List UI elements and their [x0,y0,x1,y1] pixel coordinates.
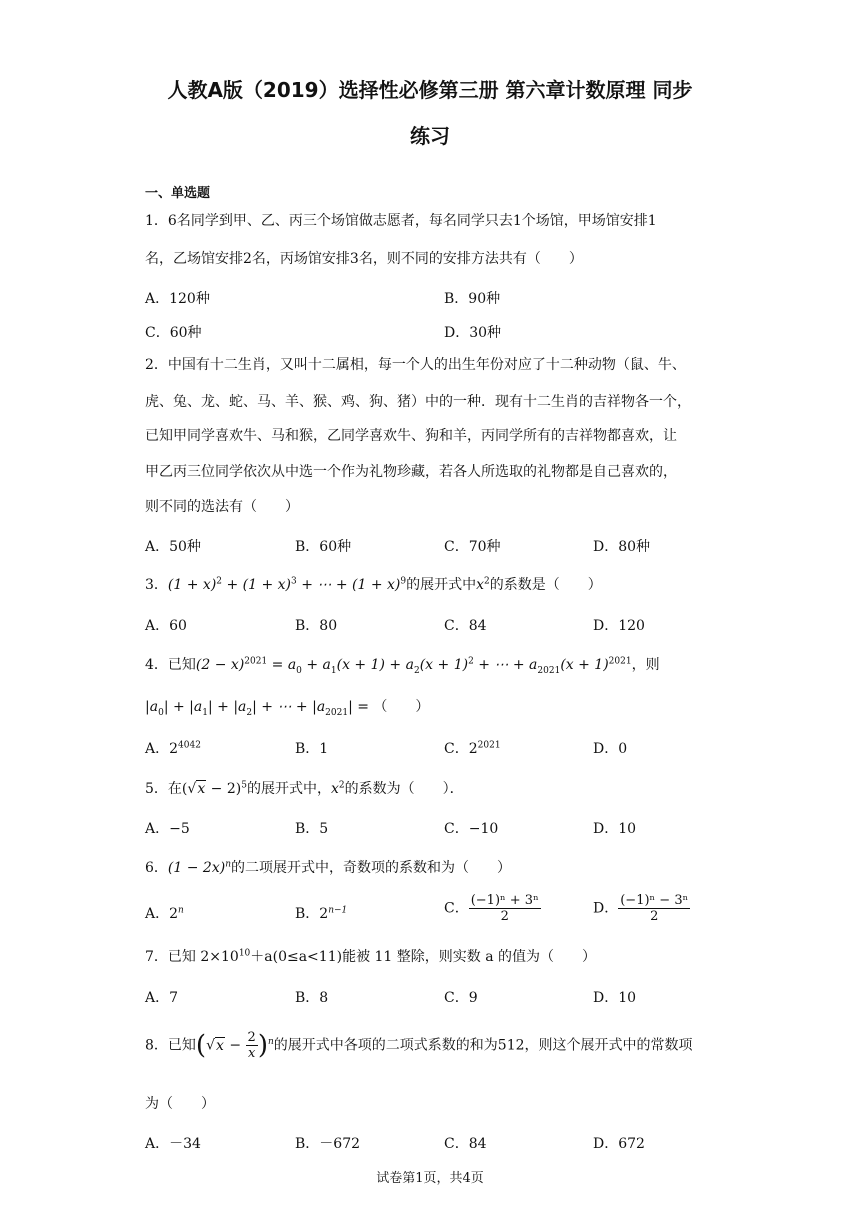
q6-option-d-numerator: (−1)ⁿ − 3ⁿ [620,893,689,908]
page-title-line2: 练习 [410,124,450,148]
q4-rhs-part1: = a [267,657,297,673]
q4-option-a-exp: 4042 [178,740,201,751]
q5-option-a: A．−5 [145,821,190,837]
q4-option-a [145,738,201,758]
q2-text-line2: 虎、兔、龙、蛇、马、羊、猴、鸡、狗、猪）中的一种．现有十二生肖的吉祥物各一个， [145,394,691,410]
q5-paren-open: ( [181,781,188,797]
q2-option-d: D．80种 [593,539,651,555]
q8-option-b: B．－672 [295,1136,361,1152]
q6-option-c-fraction [469,893,541,924]
q4-abs-sub2: 2 [246,707,253,718]
q1-text-line1: 1．6名同学到甲、乙、丙三个场馆做志愿者，每名同学只去1个场馆，甲场馆安排1 [145,213,657,229]
q3-term1: (1 + x) [167,577,217,593]
q5-number: 5．在 [145,781,182,797]
q5-sqrt-sign: √ [187,781,197,797]
q6-option-d-fraction [618,893,690,924]
q3-term3: + ⋯ + (1 + x) [296,577,401,593]
q3-option-c: C．84 [444,618,487,634]
q4-option-c-exp: 2021 [477,740,501,751]
q8-fraction [246,1030,258,1061]
q4-lhs-exp: 2021 [244,656,268,667]
q8-option-d: D．672 [593,1136,645,1152]
q5-option-d: D．10 [593,821,637,837]
q4-abs-a1: | + |a [163,699,203,715]
q2-option-b: B．60种 [295,539,352,555]
q5-option-c: C．−10 [444,821,499,837]
q7-option-d: D．10 [593,990,637,1006]
q3-option-b: B．80 [295,618,338,634]
q6-option-d-label: D． [593,900,619,917]
q5-var: x [330,781,339,797]
q8-text-line1 [145,1030,693,1061]
q6-option-b-label: B． [295,906,320,922]
q4-sub2: 2 [413,665,420,676]
q8-minus: − [224,1037,246,1054]
q6-option-c [444,893,541,924]
q8-paren-open: ( [195,1030,207,1061]
q4-text-line1 [145,654,660,674]
q4-rhs-part2: + a [301,657,331,673]
q2-option-c: C．70种 [444,539,501,555]
q4-option-d: D．0 [593,741,628,757]
q4-rhs-part3: (x + 1) + a [336,657,414,673]
q6-text-end: 的二项展开式中，奇数项的系数和为（ ） [230,860,511,876]
q4-rhs-part6: (x + 1) [560,657,609,673]
q3-var-exp: 2 [484,576,490,587]
q6-option-a-exp: n [178,905,184,916]
q7-option-b: B．8 [295,990,329,1006]
q6-option-c-numerator: (−1)ⁿ + 3ⁿ [470,893,539,908]
q3-text [145,574,602,594]
q6-option-c-denominator: 2 [500,909,509,924]
q8-number: 8．已知 [145,1037,196,1054]
q1-option-d: D．30种 [444,325,502,341]
q4-abs-sub3: 2021 [325,707,349,718]
q3-option-a: A．60 [145,618,187,634]
q4-text-line2 [145,696,429,716]
q8-sqrt-x: x [216,1037,224,1054]
q8-option-a: A．－34 [145,1136,201,1152]
q8-fraction-denominator: x [248,1046,256,1061]
q6-expr: (1 − 2x) [167,860,226,876]
q4-rhs-part4: (x + 1) [419,657,469,673]
q1-option-c: C．60种 [145,325,202,341]
q4-number: 4．已知 [145,657,196,673]
q2-text-line1: 2．中国有十二生肖，又叫十二属相，每一个人的出生年份对应了十二种动物（鼠、牛、 [145,357,686,373]
q4-option-a-base: 2 [169,741,179,757]
q6-exp: n [225,859,231,870]
q4-rhs-part5: + ⋯ + a [473,657,538,673]
q4-abs-a0: |a [145,699,159,715]
q6-option-c-label: C． [444,900,469,917]
q4-option-c [444,738,501,758]
page-footer: 试卷第1页，共4页 [376,1171,484,1186]
q6-option-b [295,903,347,923]
q4-exp2: 2 [468,656,474,667]
page-title-line1: 人教A版（2019）选择性必修第三册 第六章计数原理 同步 [167,78,693,102]
q6-option-b-exp: n−1 [328,905,348,916]
q4-sub2021: 2021 [537,665,561,676]
q7-text [145,946,596,966]
q2-text-line3: 已知甲同学喜欢牛、马和猴，乙同学喜欢牛、狗和羊，丙同学所有的吉祥物都喜欢，让 [145,428,677,444]
q8-option-c: C．84 [444,1136,487,1152]
q4-option-c-base: 2 [468,741,478,757]
q7-option-a: A．7 [145,990,179,1006]
q4-tail: ，则 [631,657,660,673]
q7-text-end: ＋a(0≤a<11)能被 11 整除，则实数 a 的值为（ ） [250,949,597,965]
q4-abs-a2: | + |a [207,699,247,715]
q6-option-d-denominator: 2 [650,909,659,924]
q3-text-end: 的系数是（ ） [489,577,602,593]
q4-abs-end: | = （ ） [348,699,430,715]
q5-exp: 5 [241,780,247,791]
q3-option-d: D．120 [593,618,645,634]
q4-abs-an: | + ⋯ + |a [252,699,326,715]
q3-exp3: 9 [400,576,407,587]
q1-text-line2: 名，乙场馆安排2名，丙场馆安排3名，则不同的安排方法共有（ ） [145,251,583,267]
q6-option-a-base: 2 [169,906,179,922]
q4-abs-sub1: 1 [202,707,208,718]
q5-sqrt-x: x [197,781,206,797]
q6-option-d [593,893,690,924]
q5-option-b: B．5 [295,821,329,837]
q5-expr-rest: − 2) [206,781,242,797]
q8-sqrt-sign: √ [206,1037,215,1054]
q2-text-line4: 甲乙丙三位同学依次从中选一个作为礼物珍藏，若各人所选取的礼物都是自己喜欢的， [145,464,677,480]
q5-text-mid: 的展开式中， [246,781,331,797]
q3-exp2: 3 [291,576,297,587]
q2-option-a: A．50种 [145,539,201,555]
q4-option-b: B．1 [295,741,329,757]
q6-text [145,857,511,877]
q7-exp: 10 [238,948,251,959]
q4-sub1: 1 [330,665,337,676]
q7-option-c: C．9 [444,990,478,1006]
q5-var-exp: 2 [338,780,345,791]
q4-lhs: (2 − x) [195,657,245,673]
section-heading: 一、单选题 [145,186,211,201]
q6-option-b-base: 2 [319,906,329,922]
q4-option-c-label: C． [444,741,469,757]
q8-text-line2: 为（ ） [145,1096,215,1112]
q3-number: 3． [145,577,168,593]
q8-text-end: 的展开式中各项的二项式系数的和为512，则这个展开式中的常数项 [273,1037,693,1054]
q5-text [145,778,464,798]
q2-text-line5: 则不同的选法有（ ） [145,499,299,515]
q4-sub0: 0 [296,665,302,676]
q1-option-b: B．90种 [444,291,501,307]
q8-fraction-numerator: 2 [247,1030,256,1045]
q3-text-mid: 的展开式中 [406,577,477,593]
q6-number: 6． [145,860,168,876]
q3-var: x [476,577,485,593]
q5-text-end: 的系数为（ ）． [344,781,464,797]
q4-exp2021: 2021 [608,656,632,667]
q3-term2: + (1 + x) [222,577,292,593]
q6-option-a-label: A． [145,906,170,922]
q8-exp: n [267,1036,274,1047]
q4-abs-sub0: 0 [158,707,164,718]
q3-exp1: 2 [216,576,223,587]
q7-text-start: 7．已知 2×10 [145,949,239,965]
q1-option-a: A．120种 [145,291,210,307]
q6-option-a [145,903,184,923]
q4-option-a-label: A． [145,741,170,757]
q8-paren-close: ) [257,1030,268,1061]
